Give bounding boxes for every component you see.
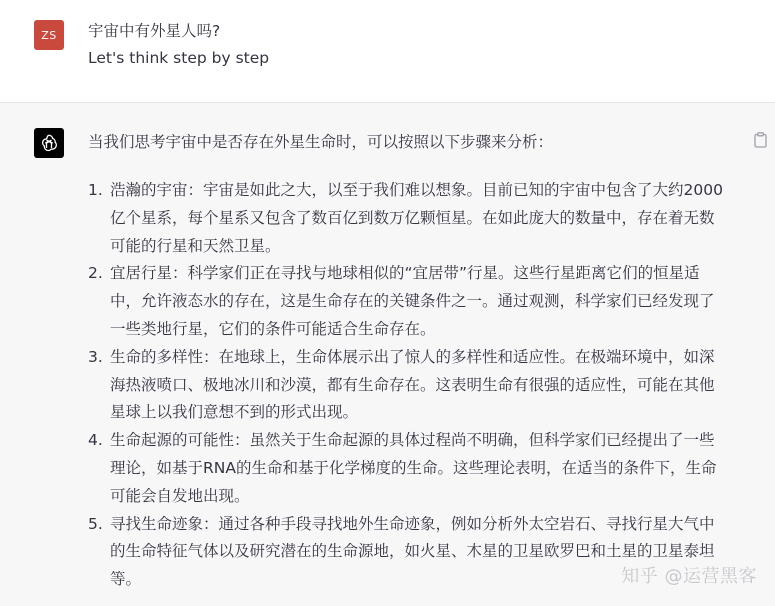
list-item xyxy=(88,427,743,510)
list-number: 4. xyxy=(88,431,103,450)
list-item-line: 理论，如基于RNA的生命和基于化学梯度的生命。这些理论表明，在适当的条件下，生命 xyxy=(110,458,717,477)
assistant-intro: 当我们思考宇宙中是否存在外星生命时，可以按照以下步骤来分析： xyxy=(88,133,554,151)
list-item-line: 生命起源的可能性：虽然关于生命起源的具体过程尚不明确，但科学家们已经提出了一些 xyxy=(110,431,715,450)
user-message-line: 宇宙中有外星人吗? xyxy=(88,22,221,40)
list-item-line: 的生命特征气体以及研究潜在的生命源地，如火星、木星的卫星欧罗巴和土星的卫星泰坦 xyxy=(110,542,715,561)
clipboard-icon[interactable] xyxy=(752,131,768,149)
list-item-line: 宜居行星：科学家们正在寻找与地球相似的“宜居带”行星。这些行星距离它们的恒星适 xyxy=(110,264,700,283)
list-item-line: 生命的多样性：在地球上，生命体展示出了惊人的多样性和适应性。在极端环境中，如深 xyxy=(110,347,715,366)
list-item xyxy=(88,344,743,427)
list-item-line: 可能的行星和天然卫星。 xyxy=(110,236,281,255)
openai-logo-icon xyxy=(34,128,64,158)
list-item-line: 星球上以我们意想不到的形式出现。 xyxy=(110,403,359,422)
list-item-line: 浩瀚的宇宙：宇宙是如此之大，以至于我们难以想象。目前已知的宇宙中包含了大约2000 xyxy=(110,181,723,199)
list-number: 3. xyxy=(88,347,103,366)
list-number: 2. xyxy=(88,264,103,283)
list-item-line: 可能会自发地出现。 xyxy=(110,486,250,505)
list-item-line: 寻找生命迹象：通过各种手段寻找地外生命迹象，例如分析外太空岩石、寻找行星大气中 xyxy=(110,514,715,533)
list-item-line: 亿个星系，每个星系又包含了数百亿到数万亿颗恒星。在如此庞大的数量中，存在着无数 xyxy=(110,208,715,227)
list-number: 1. xyxy=(88,181,103,199)
list-item-line: 等。 xyxy=(110,570,142,589)
list-number: 5. xyxy=(88,514,103,533)
answer-list xyxy=(88,177,743,594)
user-message-line: Let's think step by step xyxy=(88,49,270,67)
assistant-message-row xyxy=(0,103,775,606)
watermark: 知乎 @运营黑客 xyxy=(621,566,757,587)
list-item xyxy=(88,260,743,343)
user-avatar: ZS xyxy=(34,20,64,50)
list-item-line: 海热液喷口、极地冰川和沙漠，都有生命存在。这表明生命有很强的适应性，可能在其他 xyxy=(110,375,715,394)
list-item-line: 一些类地行星，它们的条件可能适合生命存在。 xyxy=(110,319,436,338)
user-message-row xyxy=(0,0,775,103)
list-item-line: 中，允许液态水的存在，这是生命存在的关键条件之一。通过观测，科学家们已经发现了 xyxy=(110,292,715,311)
user-message xyxy=(88,18,269,72)
list-item xyxy=(88,177,743,260)
